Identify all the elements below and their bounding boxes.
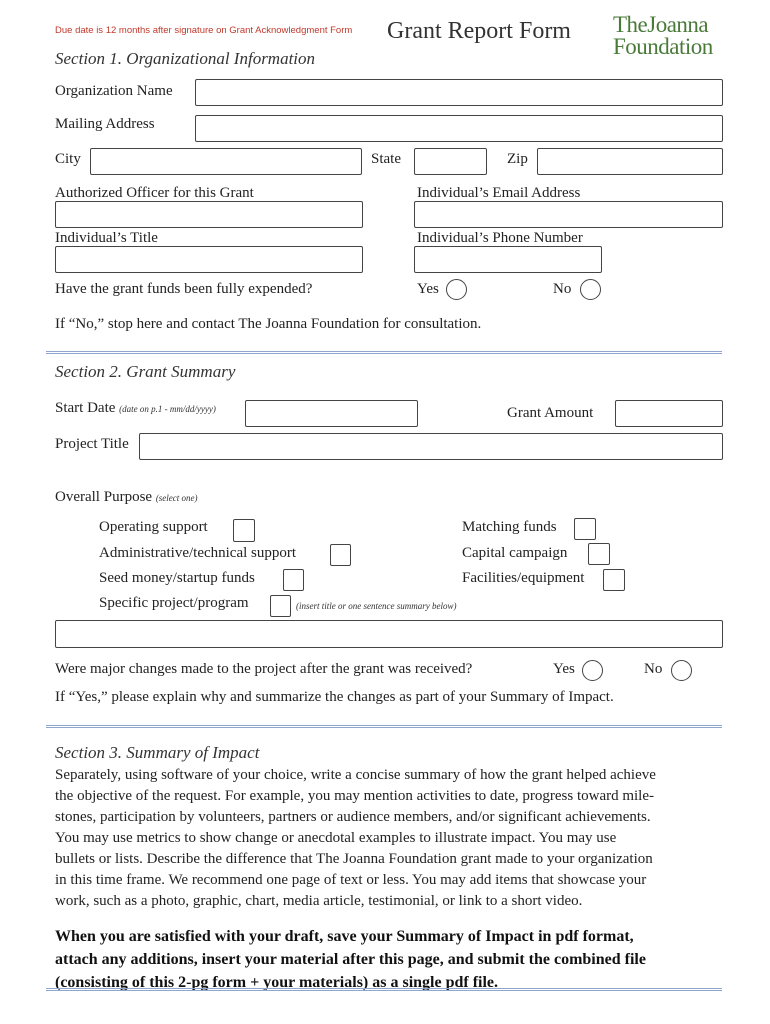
overall-purpose-hint: (select one) xyxy=(155,493,198,503)
mailing-address-field[interactable] xyxy=(195,115,723,142)
impact-instructions xyxy=(55,765,725,912)
section-divider xyxy=(46,725,722,728)
state-label: State xyxy=(371,151,401,167)
start-date-label xyxy=(55,400,216,417)
specific-project-hint: (insert title or one sentence summary below) xyxy=(296,601,457,611)
zip-field[interactable] xyxy=(537,148,723,175)
email-label: Individual’s Email Address xyxy=(417,185,581,201)
officer-field[interactable] xyxy=(55,201,363,228)
option-specific-project: Specific project/program xyxy=(99,595,249,611)
submission-instructions xyxy=(55,925,735,994)
page-title: Grant Report Form xyxy=(387,18,571,44)
foundation-logo xyxy=(613,14,713,58)
impact-line: stones, participation by volunteers, partners or audience members, and/or significant achievements. xyxy=(55,809,651,825)
impact-line: work, such as a photo, graphic, chart, media article, testimonial, or link to a short video. xyxy=(55,893,583,909)
no-consult-note: If “No,” stop here and contact The Joanna Foundation for consultation. xyxy=(55,316,482,332)
overall-purpose-text: Overall Purpose xyxy=(55,489,153,505)
section1-heading: Section 1. Organizational Information xyxy=(55,49,316,68)
phone-label: Individual’s Phone Number xyxy=(417,230,583,246)
submission-line: attach any additions, insert your material after this page, and submit the combined file xyxy=(55,951,646,968)
submission-line: (consisting of this 2-pg form + your materials) as a single pdf file. xyxy=(55,974,499,991)
changes-no-label: No xyxy=(644,661,663,677)
logo-foundation: Foundation xyxy=(613,34,713,59)
specific-project-summary-field[interactable] xyxy=(55,620,723,648)
specific-project-checkbox[interactable] xyxy=(270,595,291,617)
state-field[interactable] xyxy=(414,148,487,175)
option-matching-funds: Matching funds xyxy=(462,519,557,535)
officer-label: Authorized Officer for this Grant xyxy=(55,185,254,201)
option-operating-support: Operating support xyxy=(99,519,208,535)
section3-heading: Section 3. Summary of Impact xyxy=(55,743,260,762)
administrative-checkbox[interactable] xyxy=(330,544,351,566)
operating-support-checkbox[interactable] xyxy=(233,519,255,542)
expended-question: Have the grant funds been fully expended? xyxy=(55,281,313,297)
logo-joanna: Joanna xyxy=(647,12,709,37)
logo-the: The xyxy=(613,12,648,37)
option-administrative: Administrative/technical support xyxy=(99,545,297,561)
impact-line: bullets or lists. Describe the difference that The Joanna Foundation grant made to your organization xyxy=(55,851,653,867)
impact-line: Separately, using software of your choice, write a concise summary of how the grant helped achieve xyxy=(55,767,656,783)
individual-title-field[interactable] xyxy=(55,246,363,273)
seed-money-checkbox[interactable] xyxy=(283,569,304,591)
changes-no-radio[interactable] xyxy=(671,660,692,681)
yes-explain-note: If “Yes,” please explain why and summarize the changes as part of your Summary of Impact. xyxy=(55,689,614,705)
submission-line: When you are satisfied with your draft, save your Summary of Impact in pdf format, xyxy=(55,928,634,945)
overall-purpose-label xyxy=(55,489,198,506)
project-title-field[interactable] xyxy=(139,433,723,460)
mailing-address-label: Mailing Address xyxy=(55,116,155,132)
email-field[interactable] xyxy=(414,201,723,228)
city-field[interactable] xyxy=(90,148,362,175)
bottom-divider xyxy=(46,988,722,991)
start-date-hint: (date on p.1 - mm/dd/yyyy) xyxy=(119,404,216,414)
impact-line: in this time frame. We recommend one page of text or less. You may add items that showcase your xyxy=(55,872,647,888)
option-facilities: Facilities/equipment xyxy=(462,570,585,586)
city-label: City xyxy=(55,151,81,167)
changes-question: Were major changes made to the project after the grant was received? xyxy=(55,661,473,677)
due-date-note: Due date is 12 months after signature on Grant Acknowledgment Form xyxy=(55,25,353,36)
zip-label: Zip xyxy=(507,151,528,167)
phone-field[interactable] xyxy=(414,246,602,273)
org-name-field[interactable] xyxy=(195,79,723,106)
org-name-label: Organization Name xyxy=(55,83,173,99)
expended-yes-radio[interactable] xyxy=(446,279,467,300)
start-date-field[interactable] xyxy=(245,400,418,427)
facilities-checkbox[interactable] xyxy=(603,569,625,591)
expended-no-label: No xyxy=(553,281,572,297)
option-capital-campaign: Capital campaign xyxy=(462,545,568,561)
matching-funds-checkbox[interactable] xyxy=(574,518,596,540)
individual-title-label: Individual’s Title xyxy=(55,230,158,246)
project-title-label: Project Title xyxy=(55,436,129,452)
option-seed-money: Seed money/startup funds xyxy=(99,570,255,586)
grant-amount-label: Grant Amount xyxy=(507,405,594,421)
section2-heading: Section 2. Grant Summary xyxy=(55,362,236,381)
impact-line: the objective of the request. For example, you may mention activities to date, progress toward mile- xyxy=(55,788,654,804)
changes-yes-label: Yes xyxy=(553,661,575,677)
expended-no-radio[interactable] xyxy=(580,279,601,300)
expended-yes-label: Yes xyxy=(417,281,439,297)
section-divider xyxy=(46,351,722,354)
changes-yes-radio[interactable] xyxy=(582,660,603,681)
capital-campaign-checkbox[interactable] xyxy=(588,543,610,565)
start-date-text: Start Date xyxy=(55,400,116,416)
impact-line: You may use metrics to show change or anecdotal examples to illustrate impact. You may use xyxy=(55,830,617,846)
grant-amount-field[interactable] xyxy=(615,400,723,427)
